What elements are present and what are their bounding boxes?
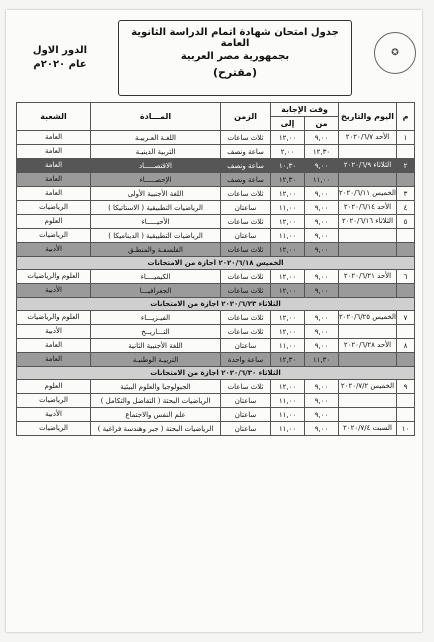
cell-duration: ثلاث ساعات bbox=[221, 284, 271, 298]
cell-subject: التربيـة الوطنيـة bbox=[91, 353, 221, 367]
table-row bbox=[17, 270, 415, 284]
cell-branch: العلوم والرياضيات bbox=[17, 270, 91, 284]
cell-branch: العامة bbox=[17, 187, 91, 201]
cell-branch: العامة bbox=[17, 131, 91, 145]
cell-subject: اللغـة العـربيـة bbox=[91, 131, 221, 145]
cell-from: ٩,٠٠ bbox=[305, 394, 339, 408]
cell-duration: ثلاث ساعات bbox=[221, 131, 271, 145]
cell-day bbox=[339, 229, 397, 243]
cell-from: ١١,٣٠ bbox=[305, 353, 339, 367]
cell-num: ٧ bbox=[397, 311, 415, 325]
cell-to: ١١,٠٠ bbox=[271, 229, 305, 243]
cell-day bbox=[339, 284, 397, 298]
col-time: وقت الإجابة bbox=[271, 103, 339, 117]
cell-to: ٢,٠٠ bbox=[271, 145, 305, 159]
cell-from: ٩,٠٠ bbox=[305, 311, 339, 325]
cell-branch: الرياضيات bbox=[17, 201, 91, 215]
cell-duration: ساعتان bbox=[221, 408, 271, 422]
holiday-text: الخميس ٢٠٢٠/٦/١٨ اجازة من الامتحانات bbox=[17, 257, 415, 270]
cell-to: ١١,٠٠ bbox=[271, 422, 305, 436]
cell-from: ٩,٠٠ bbox=[305, 201, 339, 215]
cell-subject: علم النفس والاجتماع bbox=[91, 408, 221, 422]
cell-num: ٨ bbox=[397, 339, 415, 353]
cell-subject: الرياضيات البحتة ( التفاضل والتكامل ) bbox=[91, 394, 221, 408]
cell-day: الأحد ٢٠٢٠/٦/٢١ bbox=[339, 270, 397, 284]
cell-duration: ثلاث ساعات bbox=[221, 380, 271, 394]
cell-from: ٩,٠٠ bbox=[305, 215, 339, 229]
cell-num: ٦ bbox=[397, 270, 415, 284]
cell-to: ١٢,٣٠ bbox=[271, 173, 305, 187]
cell-to: ١٢,٠٠ bbox=[271, 215, 305, 229]
holiday-row bbox=[17, 367, 415, 380]
cell-to: ١٢,٣٠ bbox=[271, 353, 305, 367]
cell-duration: ساعة واحدة bbox=[221, 353, 271, 367]
table-row bbox=[17, 187, 415, 201]
col-to: إلى bbox=[271, 117, 305, 131]
cell-to: ١٢,٠٠ bbox=[271, 284, 305, 298]
cell-branch: العامة bbox=[17, 145, 91, 159]
cell-duration: ساعة ونصف bbox=[221, 159, 271, 173]
cell-to: ١٢,٠٠ bbox=[271, 311, 305, 325]
cell-branch: العامة bbox=[17, 353, 91, 367]
cell-to: ١١,٠٠ bbox=[271, 339, 305, 353]
cell-from: ٩,٠٠ bbox=[305, 325, 339, 339]
cell-branch: الأدبية bbox=[17, 284, 91, 298]
cell-from: ٩,٠٠ bbox=[305, 131, 339, 145]
table-row bbox=[17, 159, 415, 173]
col-num: م bbox=[397, 103, 415, 131]
cell-from: ٩,٠٠ bbox=[305, 159, 339, 173]
table-row bbox=[17, 422, 415, 436]
cell-to: ١٢,٠٠ bbox=[271, 243, 305, 257]
cell-to: ١١,٠٠ bbox=[271, 201, 305, 215]
cell-from: ٩,٠٠ bbox=[305, 422, 339, 436]
cell-duration: ثلاث ساعات bbox=[221, 243, 271, 257]
cell-subject: الرياضيات التطبيقية ( الديناميكا ) bbox=[91, 229, 221, 243]
title-line-2: بجمهورية مصر العربية bbox=[180, 51, 290, 62]
cell-branch: الرياضيات bbox=[17, 394, 91, 408]
table-row bbox=[17, 173, 415, 187]
cell-day: الخميس ٢٠٢٠/٦/١١ bbox=[339, 187, 397, 201]
table-row bbox=[17, 145, 415, 159]
cell-subject: اللغة الأجنبية الثانية bbox=[91, 339, 221, 353]
cell-num bbox=[397, 173, 415, 187]
cell-subject: الإحصـــــاء bbox=[91, 173, 221, 187]
cell-duration: ساعتان bbox=[221, 394, 271, 408]
table-row bbox=[17, 311, 415, 325]
cell-subject: الفيـزيـــاء bbox=[91, 311, 221, 325]
cell-day: الخميس ٢٠٢٠/٦/٢٥ bbox=[339, 311, 397, 325]
header bbox=[6, 18, 422, 98]
cell-from: ٩,٠٠ bbox=[305, 408, 339, 422]
cell-num: ٤ bbox=[397, 201, 415, 215]
cell-subject: اللغة الأجنبية الأولى bbox=[91, 187, 221, 201]
cell-duration: ساعة ونصف bbox=[221, 173, 271, 187]
table-row bbox=[17, 201, 415, 215]
cell-to: ١١,٠٠ bbox=[271, 408, 305, 422]
cell-subject: الجيولوجيا والعلوم البيئية bbox=[91, 380, 221, 394]
cell-subject: التربية الدينيـة bbox=[91, 145, 221, 159]
cell-from: ٩,٠٠ bbox=[305, 270, 339, 284]
cell-branch: الأدبية bbox=[17, 243, 91, 257]
cell-from: ٩,٠٠ bbox=[305, 187, 339, 201]
table-row bbox=[17, 229, 415, 243]
cell-num: ٣ bbox=[397, 187, 415, 201]
cell-duration: ساعتان bbox=[221, 229, 271, 243]
col-branch: الشعبة bbox=[17, 103, 91, 131]
holiday-text: الثلاثاء ٢٠٢٠/٦/٣٠ اجازة من الامتحانات bbox=[17, 367, 415, 380]
cell-duration: ساعتان bbox=[221, 201, 271, 215]
cell-day: الأحد ٢٠٢٠/٦/٧ bbox=[339, 131, 397, 145]
cell-to: ١٢,٠٠ bbox=[271, 270, 305, 284]
table-row bbox=[17, 325, 415, 339]
cell-from: ٩,٠٠ bbox=[305, 229, 339, 243]
cell-day: الخميس ٢٠٢٠/٧/٢ bbox=[339, 380, 397, 394]
cell-day bbox=[339, 145, 397, 159]
title-scroll bbox=[118, 20, 352, 96]
cell-day: الأحد ٢٠٢٠/٦/١٤ bbox=[339, 201, 397, 215]
ministry-logo-icon: ✪ bbox=[374, 32, 416, 74]
cell-subject: الجغرافيـــا bbox=[91, 284, 221, 298]
cell-from: ٩,٠٠ bbox=[305, 284, 339, 298]
table-row bbox=[17, 284, 415, 298]
cell-subject: الأحيـــــاء bbox=[91, 215, 221, 229]
session-year: عام ٢٠٢٠م bbox=[33, 59, 87, 70]
cell-day bbox=[339, 325, 397, 339]
cell-duration: ثلاث ساعات bbox=[221, 325, 271, 339]
cell-branch: الرياضيات bbox=[17, 229, 91, 243]
table-row bbox=[17, 215, 415, 229]
cell-duration: ثلاث ساعات bbox=[221, 215, 271, 229]
cell-num bbox=[397, 325, 415, 339]
cell-to: ١٢,٠٠ bbox=[271, 380, 305, 394]
title-line-3: (مقترح) bbox=[212, 66, 258, 79]
cell-num: ١٠ bbox=[397, 422, 415, 436]
cell-num bbox=[397, 408, 415, 422]
cell-branch: الأدبية bbox=[17, 408, 91, 422]
cell-num bbox=[397, 284, 415, 298]
col-from: من bbox=[305, 117, 339, 131]
cell-branch: العلوم bbox=[17, 380, 91, 394]
table-row bbox=[17, 408, 415, 422]
cell-num: ٩ bbox=[397, 380, 415, 394]
holiday-row bbox=[17, 298, 415, 311]
cell-num bbox=[397, 394, 415, 408]
cell-num bbox=[397, 229, 415, 243]
table-body bbox=[17, 131, 415, 436]
cell-to: ١٢,٠٠ bbox=[271, 325, 305, 339]
cell-from: ٩,٠٠ bbox=[305, 339, 339, 353]
cell-day: الأحد ٢٠٢٠/٦/٢٨ bbox=[339, 339, 397, 353]
cell-subject: الرياضيات البحتة ( جبر وهندسة فراغية ) bbox=[91, 422, 221, 436]
cell-duration: ساعتان bbox=[221, 422, 271, 436]
cell-day: السبت ٢٠٢٠/٧/٤ bbox=[339, 422, 397, 436]
cell-branch: العلوم bbox=[17, 215, 91, 229]
cell-duration: ثلاث ساعات bbox=[221, 187, 271, 201]
cell-num: ٢ bbox=[397, 159, 415, 173]
cell-num bbox=[397, 353, 415, 367]
cell-num: ١ bbox=[397, 131, 415, 145]
cell-day bbox=[339, 243, 397, 257]
session-round: الدور الاول bbox=[32, 45, 88, 56]
cell-from: ١١,٠٠ bbox=[305, 173, 339, 187]
table-row bbox=[17, 243, 415, 257]
cell-branch: العامة bbox=[17, 159, 91, 173]
cell-num bbox=[397, 145, 415, 159]
table-row bbox=[17, 131, 415, 145]
cell-duration: ثلاث ساعات bbox=[221, 311, 271, 325]
cell-subject: التـــاريــخ bbox=[91, 325, 221, 339]
cell-to: ١٢,٠٠ bbox=[271, 187, 305, 201]
cell-branch: الرياضيات bbox=[17, 422, 91, 436]
cell-day: الثلاثاء ٢٠٢٠/٦/٩ bbox=[339, 159, 397, 173]
table-row bbox=[17, 380, 415, 394]
table-row bbox=[17, 353, 415, 367]
cell-branch: الأدبية bbox=[17, 325, 91, 339]
cell-from: ٩,٠٠ bbox=[305, 243, 339, 257]
holiday-row bbox=[17, 257, 415, 270]
cell-from: ١٢,٣٠ bbox=[305, 145, 339, 159]
document-page bbox=[6, 10, 422, 632]
cell-from: ٩,٠٠ bbox=[305, 380, 339, 394]
table-row bbox=[17, 394, 415, 408]
cell-num bbox=[397, 243, 415, 257]
cell-day bbox=[339, 353, 397, 367]
cell-day bbox=[339, 394, 397, 408]
exam-schedule-table bbox=[16, 102, 415, 436]
cell-branch: العامة bbox=[17, 339, 91, 353]
cell-to: ١٠,٣٠ bbox=[271, 159, 305, 173]
cell-num: ٥ bbox=[397, 215, 415, 229]
cell-day bbox=[339, 173, 397, 187]
cell-to: ١١,٠٠ bbox=[271, 394, 305, 408]
cell-branch: العلوم والرياضيات bbox=[17, 311, 91, 325]
cell-duration: ساعة ونصف bbox=[221, 145, 271, 159]
cell-subject: الاقتصـــــاد bbox=[91, 159, 221, 173]
table-row bbox=[17, 339, 415, 353]
cell-day: الثلاثاء ٢٠٢٠/٦/١٦ bbox=[339, 215, 397, 229]
holiday-text: الثلاثاء ٢٠٢٠/٦/٢٣ اجازة من الامتحانات bbox=[17, 298, 415, 311]
cell-subject: الرياضيات التطبيقية ( الاستاتيكا ) bbox=[91, 201, 221, 215]
cell-branch: العامة bbox=[17, 173, 91, 187]
cell-subject: الكيميــــاء bbox=[91, 270, 221, 284]
col-subject: المـــادة bbox=[91, 103, 221, 131]
cell-duration: ثلاث ساعات bbox=[221, 270, 271, 284]
session-label bbox=[18, 44, 102, 72]
cell-subject: الفلسفـة والمنطـق bbox=[91, 243, 221, 257]
col-duration: الزمن bbox=[221, 103, 271, 131]
cell-to: ١٢,٠٠ bbox=[271, 131, 305, 145]
col-day: اليوم والتاريخ bbox=[339, 103, 397, 131]
cell-duration: ساعتان bbox=[221, 339, 271, 353]
title-line-1: جدول امتحان شهادة اتمام الدراسة الثانوية العامة bbox=[131, 27, 339, 49]
cell-day bbox=[339, 408, 397, 422]
